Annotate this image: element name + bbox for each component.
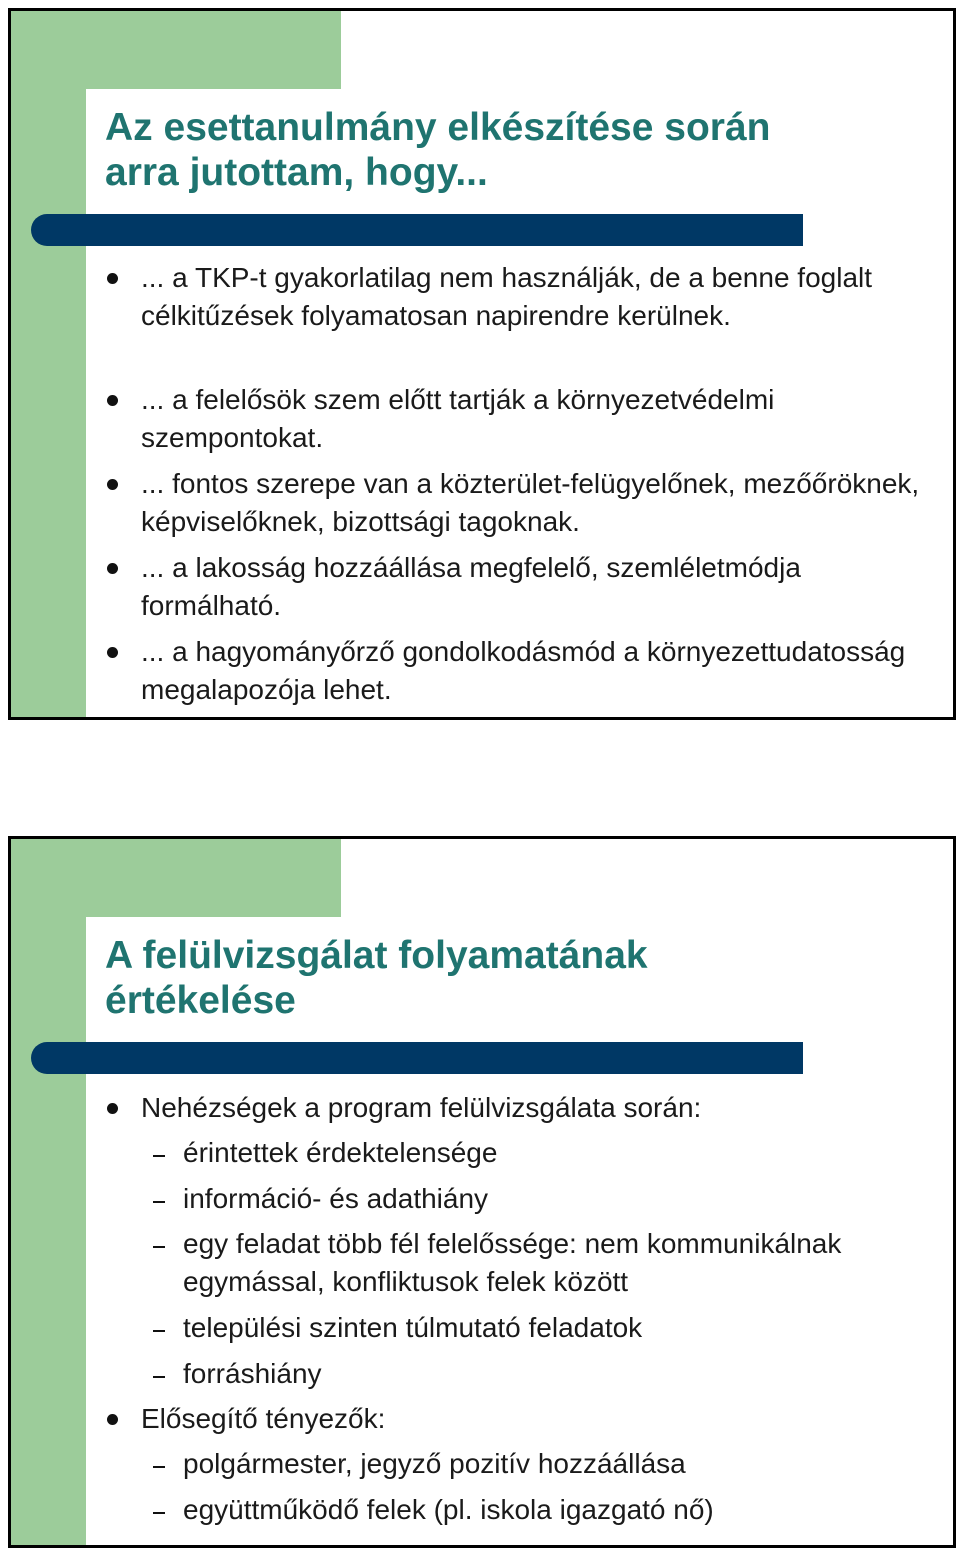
sub-list-item: forráshiány (183, 1355, 948, 1393)
sub-list-item: települési szinten túlmutató feladatok (183, 1309, 948, 1347)
sub-list-item: egy feladat több fél felelőssége: nem kommunikálnak egymással, konfliktusok felek között (183, 1225, 948, 1301)
sub-list-item: információ- és adathiány (183, 1180, 948, 1218)
sub-list-item: polgármester, jegyző pozitív hozzáállása (183, 1445, 948, 1483)
title-line-1: A felülvizsgálat folyamatának (105, 934, 648, 977)
title-line-2: arra jutottam, hogy... (105, 151, 488, 194)
title-line-1: Az esettanulmány elkészítése során (105, 106, 771, 149)
slide-title (105, 933, 905, 1023)
list-item: ... fontos szerepe van a közterület-felügyelőnek, mezőőröknek, képviselőknek, bizottsági tagoknak. (141, 465, 931, 541)
sub-list-item: együttműködő felek (pl. iskola igazgató nő) (183, 1491, 948, 1529)
list-item: Nehézségek a program felülvizsgálata során: (141, 1089, 931, 1127)
list-item: ... a TKP-t gyakorlatilag nem használják, de a benne foglalt célkitűzések folyamatosan napirendre kerülnek. (141, 259, 931, 335)
sub-list-item: érintettek érdektelensége (183, 1134, 948, 1172)
list-item: ... a hagyományőrző gondolkodásmód a környezettudatosság megalapozója lehet. (141, 633, 931, 709)
title-rule (31, 1042, 803, 1074)
title-line-2: értékelése (105, 979, 296, 1022)
list-item: Elősegítő tényezők: (141, 1400, 931, 1438)
title-rule (31, 214, 803, 246)
list-item: ... a felelősök szem előtt tartják a környezetvédelmi szempontokat. (141, 381, 931, 457)
slide-title (105, 105, 905, 195)
slide-2 (8, 836, 956, 1548)
list-item: ... a lakosság hozzáállása megfelelő, szemléletmódja formálható. (141, 549, 931, 625)
slide-1 (8, 8, 956, 720)
